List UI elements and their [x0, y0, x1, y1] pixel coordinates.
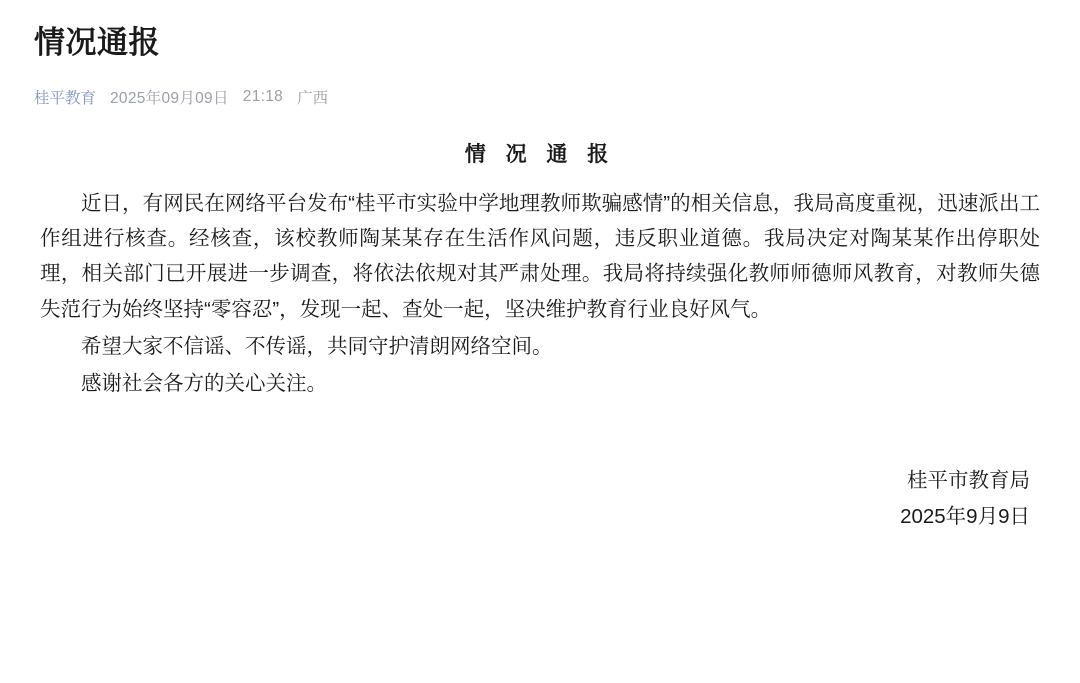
meta-date: 2025年09月09日: [110, 89, 229, 107]
body-paragraph: 近日，有网民在网络平台发布“桂平市实验中学地理教师欺骗感情”的相关信息，我局高度重视，迅速派出工作组进行核查。经核查，该校教师陶某某存在生活作风问题，违反职业道德。我局决定对陶某某作出停职处理，相关部门已开展进一步调查，将依法依规对其严肃处理。我局将持续强化教师师德师风教育，对教师失德失范行为始终坚持“零容忍”，发现一起、查处一起，坚决维护教育行业良好风气。: [40, 191, 1040, 321]
signature-organization: 桂平市教育局: [907, 469, 1030, 493]
body-paragraph: 希望大家不信谣、不传谣，共同守护清朗网络空间。: [81, 334, 553, 358]
meta-author[interactable]: 桂平教育: [34, 89, 97, 107]
meta-time: 21:18: [242, 87, 284, 105]
signature-block: [40, 463, 1040, 534]
page-title: 情况通报: [34, 25, 160, 60]
meta-region: 广西: [297, 89, 329, 107]
signature-date: 2025年9月9日: [900, 504, 1030, 528]
article-meta: [34, 86, 1046, 108]
article-body: [34, 138, 1046, 534]
body-paragraph: 感谢社会各方的关心关注。: [81, 372, 327, 396]
document-heading: 情 况 通 报: [464, 142, 616, 166]
